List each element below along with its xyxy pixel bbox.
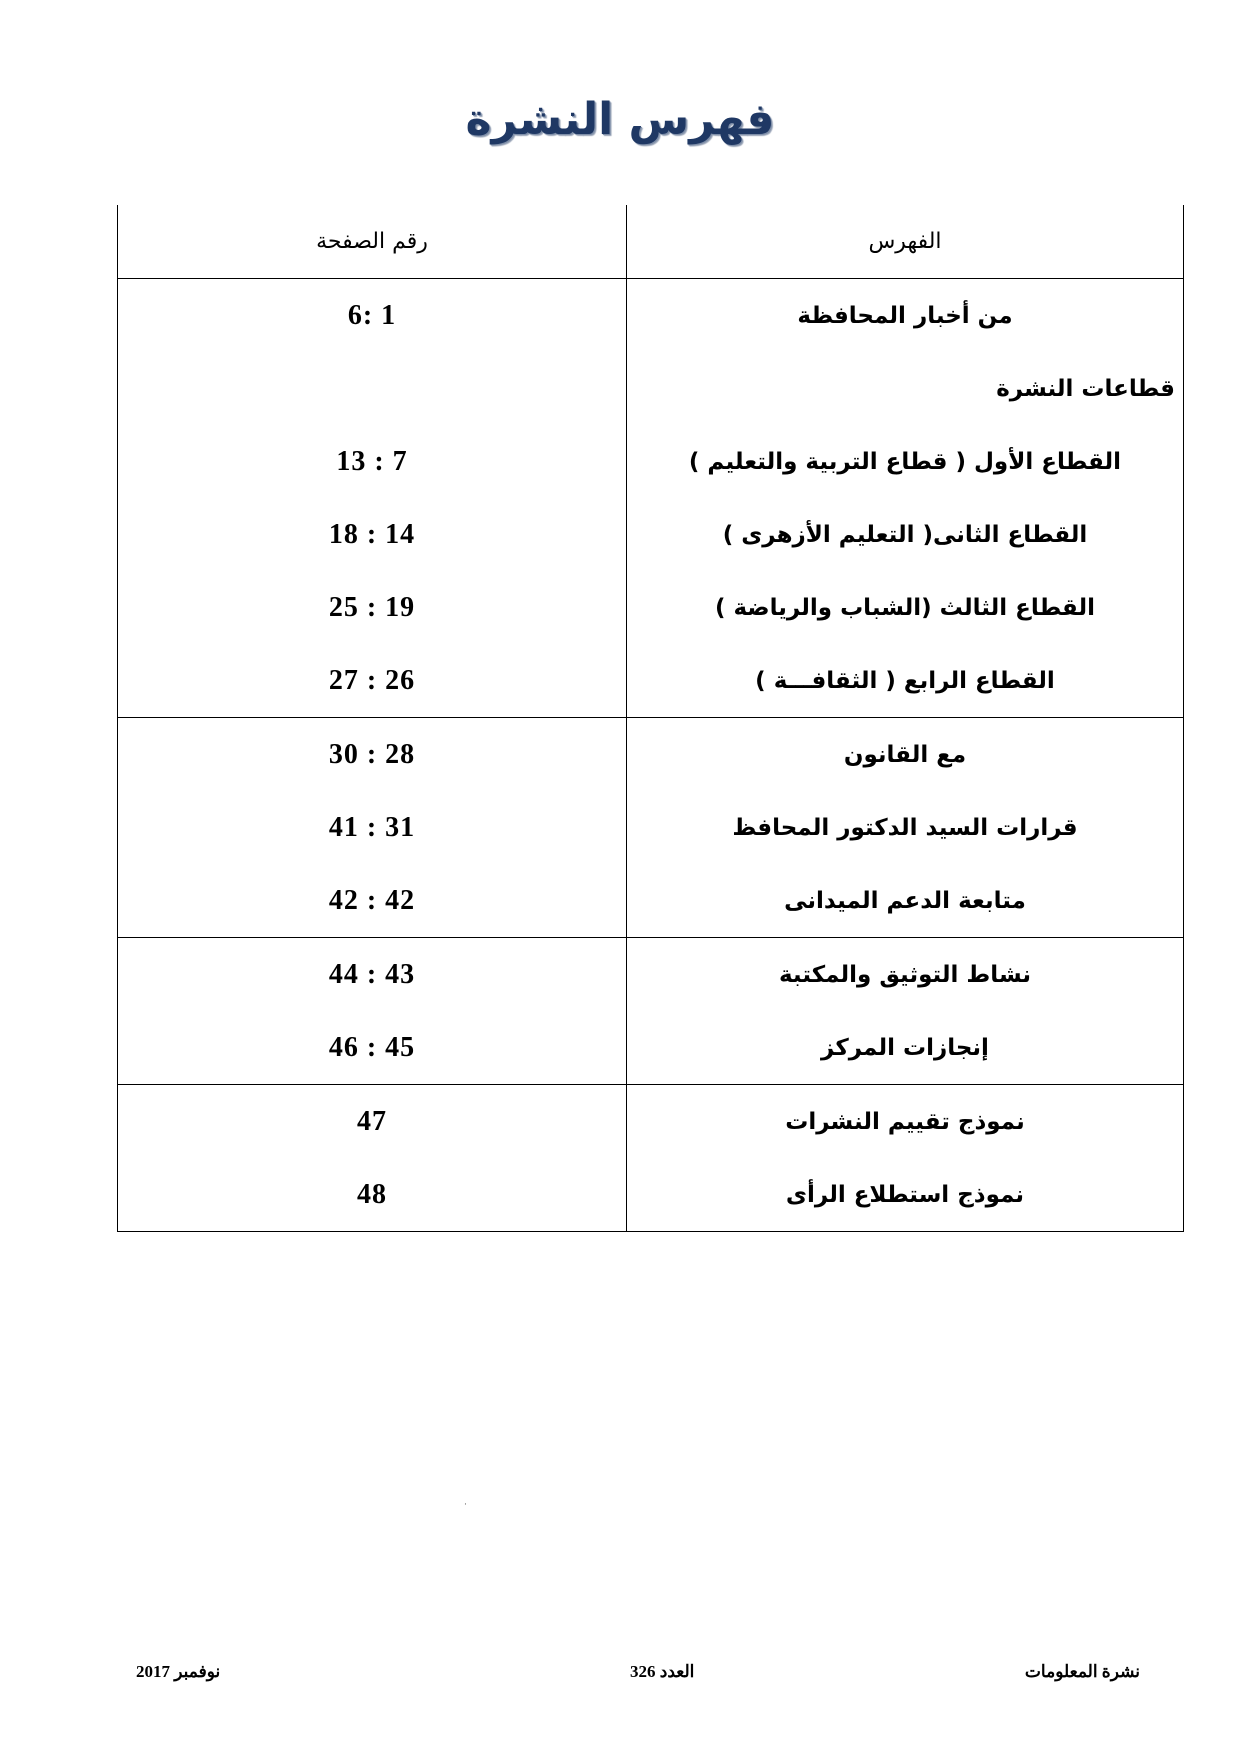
entry-title: القطاع الثالث (الشباب والرياضة ) (627, 571, 1184, 644)
column-header-index: الفهرس (627, 205, 1184, 279)
table-row (118, 1158, 1184, 1232)
column-header-page-number: رقم الصفحة (118, 205, 627, 279)
table-row (118, 644, 1184, 718)
table-row (118, 1085, 1184, 1159)
page-title: فهرس النشرة (465, 94, 775, 145)
footer-issue: العدد 326 (630, 1662, 695, 1681)
entry-title: القطاع الرابع ( الثقافـــة ) (627, 644, 1184, 718)
table-row (118, 791, 1184, 864)
entry-title: نموذج استطلاع الرأى (627, 1158, 1184, 1232)
entry-pages (118, 352, 627, 425)
table-row (118, 718, 1184, 792)
index-table (117, 205, 1184, 1232)
entry-pages: 6: 1 (118, 279, 627, 353)
table-row (118, 938, 1184, 1012)
entry-title: القطاع الثانى( التعليم الأزهرى ) (627, 498, 1184, 571)
table-row (118, 571, 1184, 644)
entry-pages: 27 : 26 (118, 644, 627, 718)
entry-pages: 48 (118, 1158, 627, 1232)
table-row (118, 279, 1184, 353)
stray-mark: · (464, 1500, 467, 1510)
footer-date: نوفمبر 2017 (136, 1662, 221, 1681)
entry-title: متابعة الدعم الميدانى (627, 864, 1184, 938)
table-row (118, 498, 1184, 571)
section-heading: قطاعات النشرة (627, 352, 1184, 425)
entry-pages: 18 : 14 (118, 498, 627, 571)
entry-pages: 13 : 7 (118, 425, 627, 498)
entry-pages: 44 : 43 (118, 938, 627, 1012)
entry-title: إنجازات المركز (627, 1011, 1184, 1085)
table-row (118, 425, 1184, 498)
entry-title: نموذج تقييم النشرات (627, 1085, 1184, 1159)
entry-pages: 46 : 45 (118, 1011, 627, 1085)
table-header-row (118, 205, 1184, 279)
table-row (118, 1011, 1184, 1085)
entry-title: مع القانون (627, 718, 1184, 792)
entry-title: نشاط التوثيق والمكتبة (627, 938, 1184, 1012)
entry-pages: 47 (118, 1085, 627, 1159)
entry-pages: 25 : 19 (118, 571, 627, 644)
entry-pages: 42 : 42 (118, 864, 627, 938)
entry-title: قرارات السيد الدكتور المحافظ (627, 791, 1184, 864)
page-footer (0, 1662, 1240, 1690)
entry-title: القطاع الأول ( قطاع التربية والتعليم ) (627, 425, 1184, 498)
entry-pages: 41 : 31 (118, 791, 627, 864)
table-row (118, 864, 1184, 938)
table-row (118, 352, 1184, 425)
entry-pages: 30 : 28 (118, 718, 627, 792)
entry-title: من أخبار المحافظة (627, 279, 1184, 353)
footer-publication: نشرة المعلومات (1024, 1662, 1140, 1681)
